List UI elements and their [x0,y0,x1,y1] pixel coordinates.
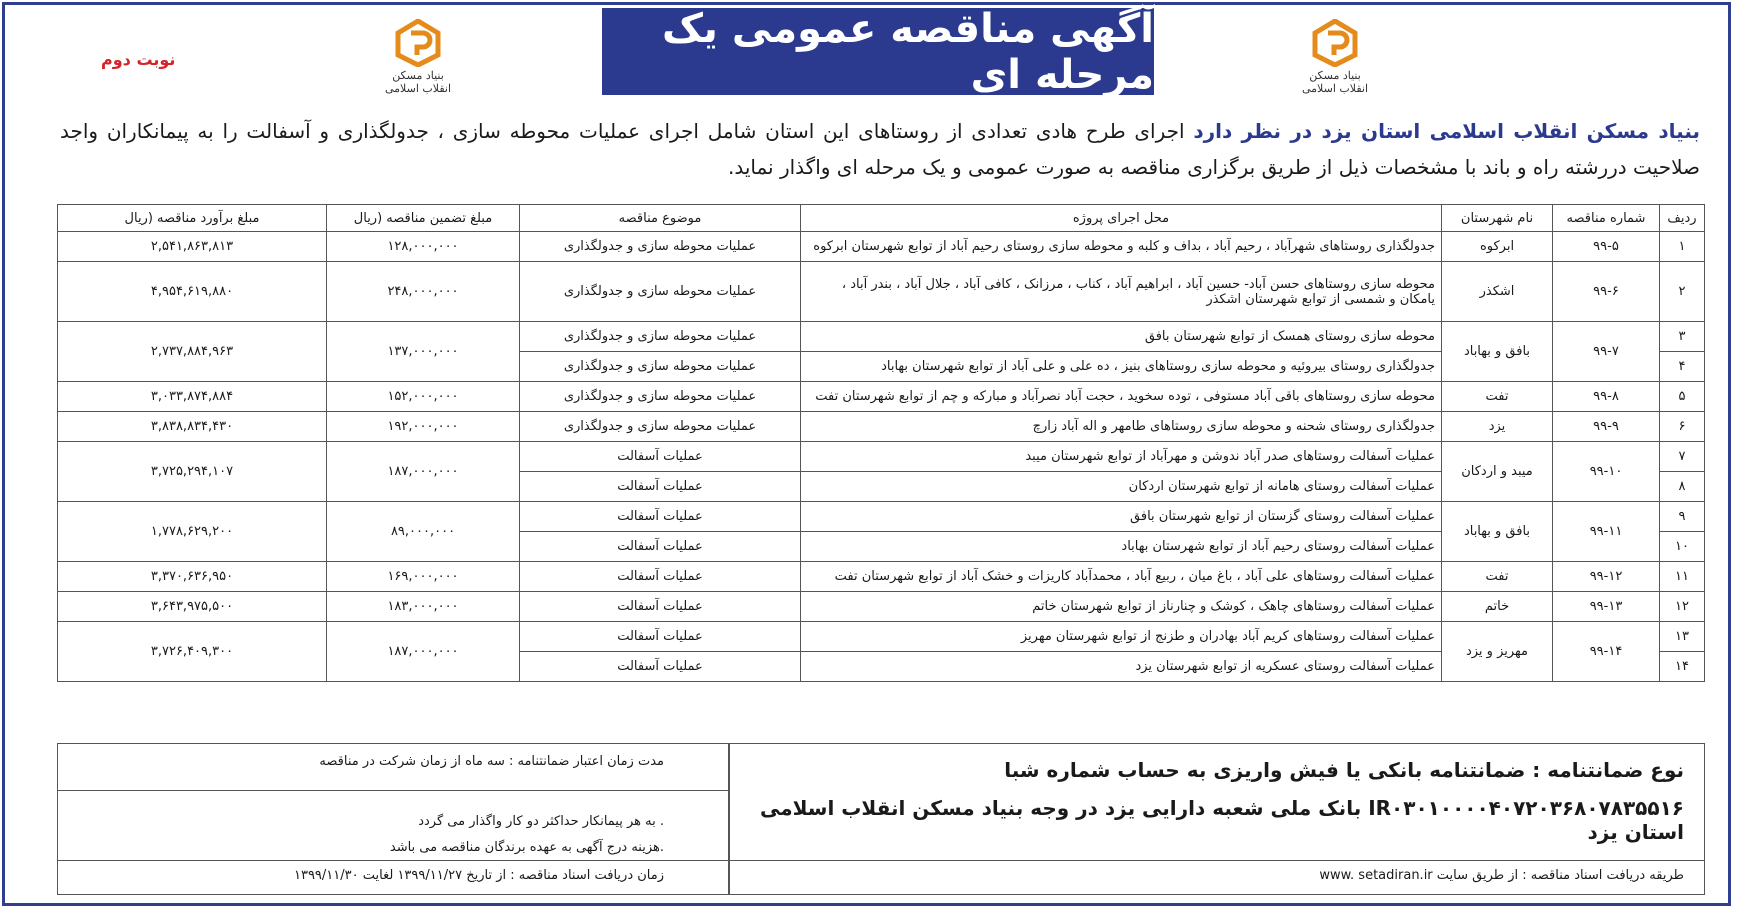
guarantee-validity: مدت زمان اعتبار ضمانتنامه : سه ماه از زمان شرکت در مناقصه [319,754,664,769]
logo-left [378,19,458,95]
cell-subject: عملیات محوطه سازی و جدولگذاری [520,412,801,442]
cell-location: محوطه سازی روستاهای باقی آباد مستوفی ، توده سخوید ، حجت آباد نصرآباد و مبارکه و چم از توابع شهرستان تفت [801,382,1442,412]
cell-guarantee: ۱۳۷,۰۰۰,۰۰۰ [327,322,520,382]
table-body [58,232,1705,682]
cell-row-number: ۱۱ [1660,562,1705,592]
logo-caption: بنیاد مسکن انقلاب اسلامی [385,69,451,95]
publication-round: نوبت دوم [101,50,176,69]
cell-row-number: ۳ [1660,322,1705,352]
cell-estimate: ۳,۷۲۵,۲۹۴,۱۰۷ [58,442,327,502]
tenders-table [57,204,1705,682]
cell-row-number: ۱۴ [1660,652,1705,682]
table-row [58,262,1705,322]
divider [730,860,1704,861]
table-row [58,412,1705,442]
col-county: نام شهرستان [1442,205,1553,232]
cell-county: مهریز و یزد [1442,622,1553,682]
table-row [58,322,1705,352]
cell-subject: عملیات محوطه سازی و جدولگذاری [520,352,801,382]
table-row [58,592,1705,622]
cell-row-number: ۵ [1660,382,1705,412]
cell-estimate: ۲,۵۴۱,۸۶۳,۸۱۳ [58,232,327,262]
page-title: آگهی مناقصه عمومی یک مرحله ای [602,8,1154,95]
cell-guarantee: ۱۹۲,۰۰۰,۰۰۰ [327,412,520,442]
iban-info: IR۰۳۰۱۰۰۰۰۴۰۷۲۰۳۶۸۰۷۸۳۵۵۱۶ بانک ملی شعبه دارایی یزد در وجه بنیاد مسکن انقلاب اسلامی استان یزد [760,796,1684,844]
cell-subject: عملیات آسفالت [520,622,801,652]
cell-county: بافق و بهاباد [1442,502,1553,562]
cell-tender-no: ۹۹-۱۲ [1553,562,1660,592]
cell-tender-no: ۹۹-۱۱ [1553,502,1660,562]
cell-row-number: ۷ [1660,442,1705,472]
table-row [58,502,1705,532]
footer-conditions-box [57,743,729,895]
cell-location: عملیات آسفالت روستای هامانه از توابع شهرستان اردکان [801,472,1442,502]
footer-guarantee-box [729,743,1705,895]
foundation-logo-icon [1311,19,1359,67]
col-row: ردیف [1660,205,1705,232]
table-row [58,382,1705,412]
cell-location: جدولگذاری روستای بیروئیه و محوطه سازی روستاهای بنیز ، ده علی و علی آباد از توابع شهرستان بهاباد [801,352,1442,382]
cell-subject: عملیات محوطه سازی و جدولگذاری [520,262,801,322]
ad-cost-note: .هزینه درج آگهی به عهده برندگان مناقصه می باشد [389,840,664,855]
col-location: محل اجرای پروژه [801,205,1442,232]
cell-row-number: ۱۲ [1660,592,1705,622]
cell-subject: عملیات محوطه سازی و جدولگذاری [520,322,801,352]
intro-lead: بنیاد مسکن انقلاب اسلامی استان یزد در نظر دارد [1193,119,1700,143]
cell-location: جدولگذاری روستاهای شهرآباد ، رحیم آباد ، بداف و کلبه و محوطه سازی روستای رحیم آباد از توابع شهرستان ابرکوه [801,232,1442,262]
divider [58,860,728,861]
cell-subject: عملیات آسفالت [520,562,801,592]
cell-subject: عملیات آسفالت [520,592,801,622]
intro-paragraph [60,113,1700,185]
cell-row-number: ۱ [1660,232,1705,262]
cell-tender-no: ۹۹-۸ [1553,382,1660,412]
cell-location: عملیات آسفالت روستاهای کریم آباد بهادران و طزنج از توابع شهرستان مهریز [801,622,1442,652]
cell-county: اشکذر [1442,262,1553,322]
logo-right [1295,19,1375,95]
table-row [58,442,1705,472]
cell-estimate: ۴,۹۵۴,۶۱۹,۸۸۰ [58,262,327,322]
cell-subject: عملیات محوطه سازی و جدولگذاری [520,382,801,412]
cell-location: عملیات آسفالت روستای عسکریه از توابع شهرستان یزد [801,652,1442,682]
table-row [58,232,1705,262]
cell-row-number: ۴ [1660,352,1705,382]
col-subject: موضوع مناقصه [520,205,801,232]
docs-method: طریقه دریافت اسناد مناقصه : از طریق سایت www. setadiran.ir [1319,868,1684,883]
guarantee-type: نوع ضمانتنامه : ضمانتنامه بانکی یا فیش واریزی به حساب شماره شبا [1004,758,1684,782]
cell-location: محوطه سازی روستاهای حسن آباد- حسین آباد ، ابراهیم آباد ، کناب ، مرزانک ، کافی آباد ، جلال آباد ، بندر آباد ، یامکان و شمسی از توابع شهرستان اشکذر [801,262,1442,322]
logo-caption: بنیاد مسکن انقلاب اسلامی [1302,69,1368,95]
cell-guarantee: ۱۸۳,۰۰۰,۰۰۰ [327,592,520,622]
col-estimate: مبلغ برآورد مناقصه (ریال [58,205,327,232]
cell-estimate: ۳,۷۲۶,۴۰۹,۳۰۰ [58,622,327,682]
docs-time: زمان دریافت اسناد مناقصه : از تاریخ ۱۳۹۹/۱۱/۲۷ لغایت ۱۳۹۹/۱۱/۳۰ [293,868,664,883]
cell-guarantee: ۲۴۸,۰۰۰,۰۰۰ [327,262,520,322]
cell-guarantee: ۱۵۲,۰۰۰,۰۰۰ [327,382,520,412]
cell-tender-no: ۹۹-۱۴ [1553,622,1660,682]
cell-location: عملیات آسفالت روستاهای علی آباد ، باغ میان ، ربیع آباد ، محمدآباد کاریزات و خشک آباد از توابع شهرستان تفت [801,562,1442,592]
table-row [58,622,1705,652]
table-header-row [58,205,1705,232]
cell-subject: عملیات محوطه سازی و جدولگذاری [520,232,801,262]
cell-county: تفت [1442,382,1553,412]
cell-subject: عملیات آسفالت [520,532,801,562]
cell-guarantee: ۱۶۹,۰۰۰,۰۰۰ [327,562,520,592]
header [5,5,1728,98]
cell-tender-no: ۹۹-۷ [1553,322,1660,382]
cell-tender-no: ۹۹-۵ [1553,232,1660,262]
cell-county: یزد [1442,412,1553,442]
divider [58,790,728,791]
footer [57,743,1705,895]
cell-row-number: ۱۳ [1660,622,1705,652]
col-guarantee: مبلغ تضمین مناقصه (ریال [327,205,520,232]
foundation-logo-icon [394,19,442,67]
cell-county: تفت [1442,562,1553,592]
cell-subject: عملیات آسفالت [520,472,801,502]
cell-location: عملیات آسفالت روستاهای چاهک ، کوشک و چنارناز از توابع شهرستان خاتم [801,592,1442,622]
cell-subject: عملیات آسفالت [520,652,801,682]
cell-subject: عملیات آسفالت [520,502,801,532]
advertisement-frame [2,2,1731,906]
table-row [58,562,1705,592]
cell-estimate: ۳,۳۷۰,۶۳۶,۹۵۰ [58,562,327,592]
col-tender-no: شماره مناقصه [1553,205,1660,232]
cell-location: جدولگذاری روستای شحنه و محوطه سازی روستاهای طامهر و اله آباد زارچ [801,412,1442,442]
cell-estimate: ۳,۰۳۳,۸۷۴,۸۸۴ [58,382,327,412]
cell-estimate: ۳,۸۳۸,۸۳۴,۴۳۰ [58,412,327,442]
cell-county: بافق و بهاباد [1442,322,1553,382]
cell-row-number: ۶ [1660,412,1705,442]
cell-county: خاتم [1442,592,1553,622]
cell-estimate: ۲,۷۳۷,۸۸۴,۹۶۳ [58,322,327,382]
cell-county: میبد و اردکان [1442,442,1553,502]
cell-subject: عملیات آسفالت [520,442,801,472]
cell-guarantee: ۱۸۷,۰۰۰,۰۰۰ [327,622,520,682]
cell-row-number: ۲ [1660,262,1705,322]
cell-guarantee: ۸۹,۰۰۰,۰۰۰ [327,502,520,562]
cell-row-number: ۱۰ [1660,532,1705,562]
cell-location: عملیات آسفالت روستاهای صدر آباد ندوشن و مهرآباد از توابع شهرستان میبد [801,442,1442,472]
cell-row-number: ۸ [1660,472,1705,502]
cell-estimate: ۱,۷۷۸,۶۲۹,۲۰۰ [58,502,327,562]
intro-text: اجرای طرح هادی تعدادی از روستاهای این استان شامل اجرای عملیات محوطه سازی ، جدولگذاری و آسفالت را به پیمانکاران واجد صلاحیت دررشته راه و باند با مشخصات ذیل از طریق برگزاری مناقصه به صورت عمومی و یک مرحله ای واگذار نماید. [60,119,1700,179]
cell-tender-no: ۹۹-۱۳ [1553,592,1660,622]
cell-tender-no: ۹۹-۱۰ [1553,442,1660,502]
cell-estimate: ۳,۶۴۳,۹۷۵,۵۰۰ [58,592,327,622]
cell-location: محوطه سازی روستای همسک از توابع شهرستان بافق [801,322,1442,352]
cell-location: عملیات آسفالت روستای رحیم آباد از توابع شهرستان بهاباد [801,532,1442,562]
cell-tender-no: ۹۹-۶ [1553,262,1660,322]
cell-county: ابرکوه [1442,232,1553,262]
cell-location: عملیات آسفالت روستای گزستان از توابع شهرستان بافق [801,502,1442,532]
cell-guarantee: ۱۲۸,۰۰۰,۰۰۰ [327,232,520,262]
cell-tender-no: ۹۹-۹ [1553,412,1660,442]
cell-row-number: ۹ [1660,502,1705,532]
max-jobs-note: . به هر پیمانکار حداکثر دو کار واگذار می گردد [418,814,664,829]
cell-guarantee: ۱۸۷,۰۰۰,۰۰۰ [327,442,520,502]
